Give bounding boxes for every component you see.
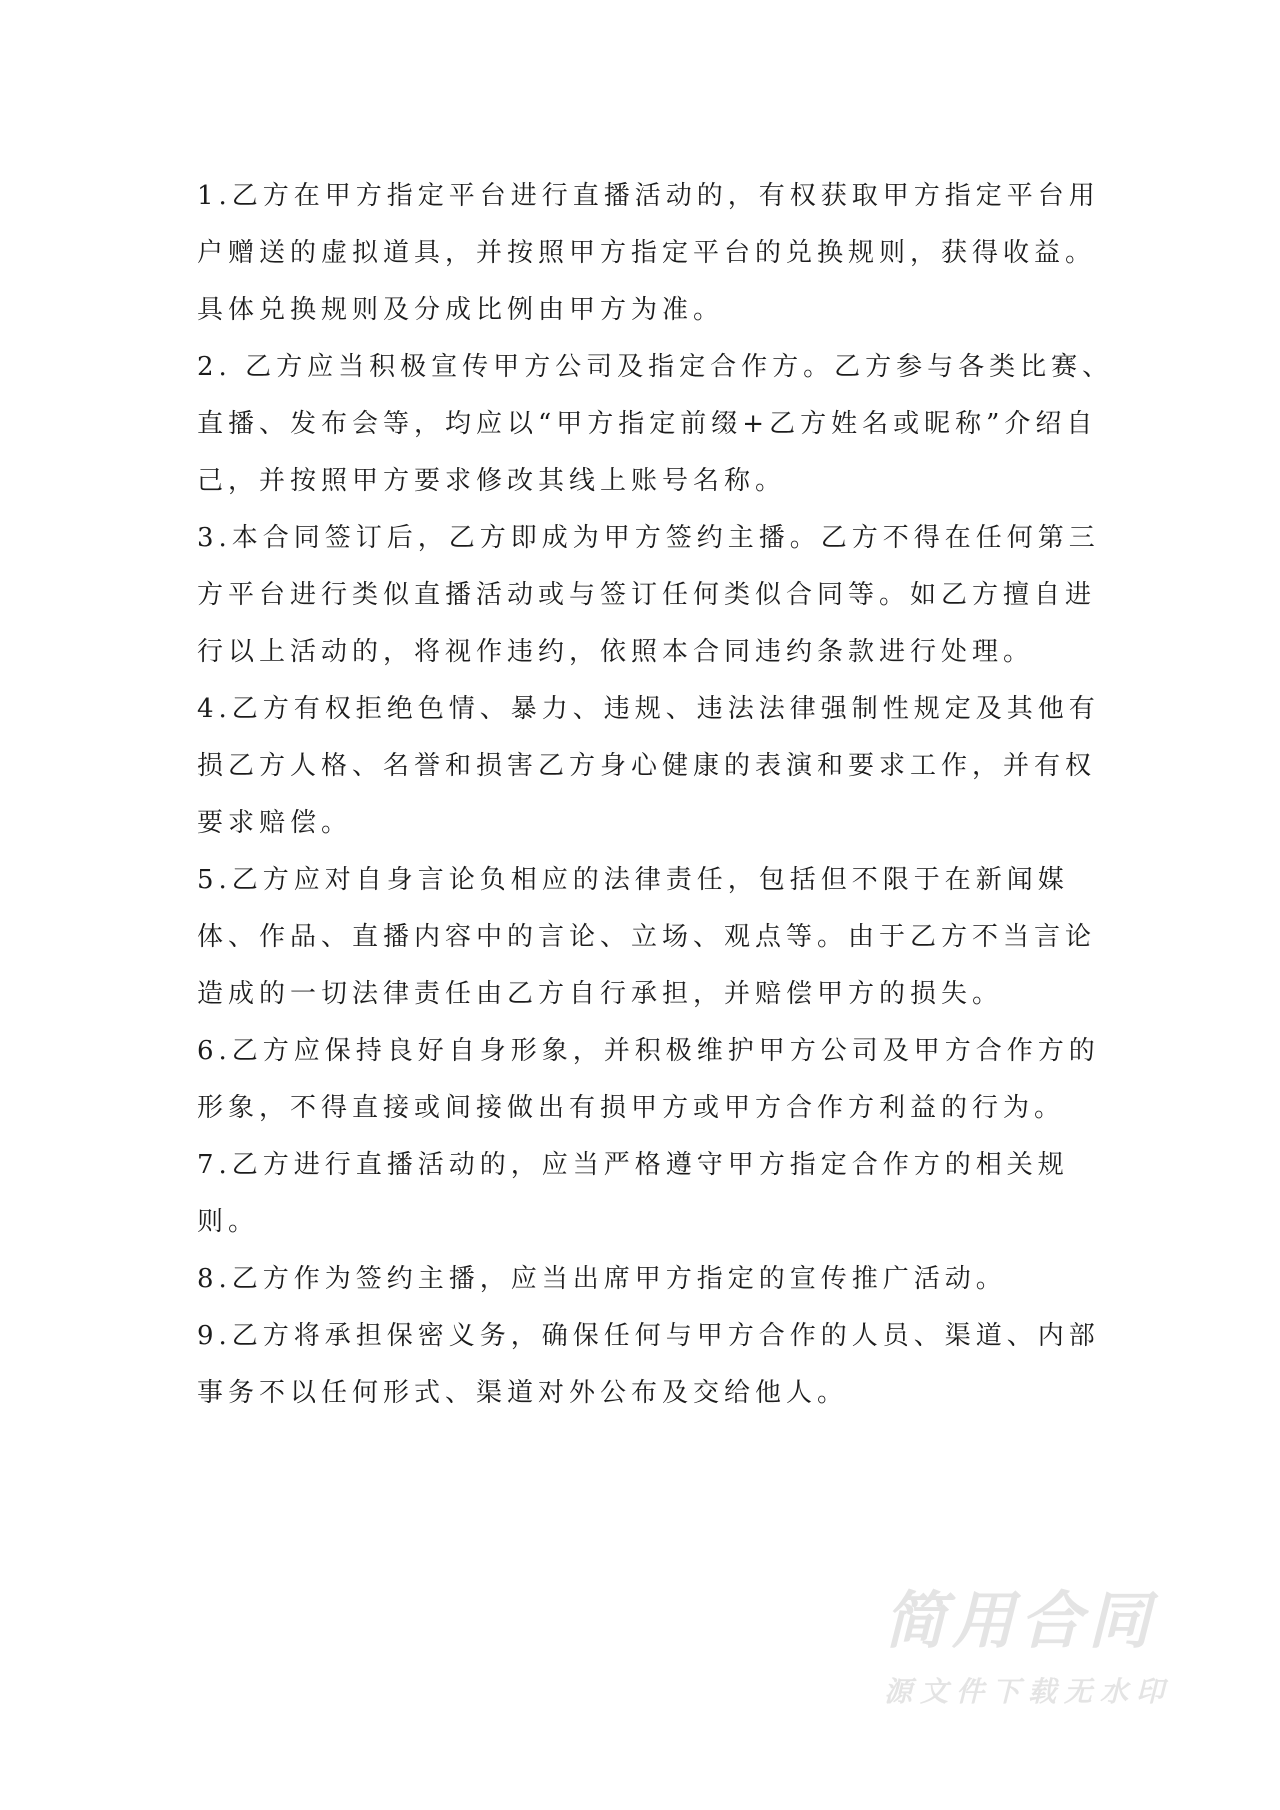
watermark bbox=[884, 1584, 1184, 1708]
contract-body bbox=[197, 168, 1114, 1422]
watermark-subtitle: 源文件下载无水印 bbox=[884, 1675, 1173, 1708]
clause-line: 具体兑换规则及分成比例由甲方为准。 bbox=[197, 295, 725, 325]
clause-line: 行以上活动的，将视作违约，依照本合同违约条款进行处理。 bbox=[197, 637, 1035, 667]
clause-line: 户赠送的虚拟道具，并按照甲方指定平台的兑换规则，获得收益。 bbox=[197, 238, 1097, 268]
clause-5 bbox=[197, 852, 1097, 1023]
watermark-title: 简用合同 bbox=[884, 1584, 1157, 1657]
clause-line: 体、作品、直播内容中的言论、立场、观点等。由于乙方不当言论 bbox=[197, 922, 1097, 952]
clause-line: 直播、发布会等，均应以“甲方指定前缀+乙方姓名或昵称”介绍自 bbox=[197, 409, 1098, 439]
clause-line: 损乙方人格、名誉和损害乙方身心健康的表演和要求工作，并有权 bbox=[197, 751, 1097, 781]
clause-line: 5.乙方应对自身言论负相应的法律责任，包括但不限于在新闻媒 bbox=[197, 865, 1069, 895]
clause-9 bbox=[197, 1308, 1100, 1422]
clause-line: 要求赔偿。 bbox=[197, 808, 353, 838]
clause-8 bbox=[197, 1251, 1097, 1308]
clause-line: 事务不以任何形式、渠道对外公布及交给他人。 bbox=[197, 1378, 849, 1408]
clause-3 bbox=[197, 510, 1100, 681]
clause-line: 8.乙方作为签约主播，应当出席甲方指定的宣传推广活动。 bbox=[197, 1264, 1007, 1294]
clause-line: 4.乙方有权拒绝色情、暴力、违规、违法法律强制性规定及其他有 bbox=[197, 694, 1100, 724]
clause-line: 9.乙方将承担保密义务，确保任何与甲方合作的人员、渠道、内部 bbox=[197, 1321, 1100, 1351]
clause-line: 7.乙方进行直播活动的，应当严格遵守甲方指定合作方的相关规 bbox=[197, 1150, 1069, 1180]
clause-4 bbox=[197, 681, 1100, 852]
clause-line: 方平台进行类似直播活动或与签订任何类似合同等。如乙方擅自进 bbox=[197, 580, 1097, 610]
clause-1 bbox=[197, 168, 1100, 339]
clause-6 bbox=[197, 1023, 1100, 1137]
clause-line: 己，并按照甲方要求修改其线上账号名称。 bbox=[197, 466, 787, 496]
clause-line: 3.本合同签订后，乙方即成为甲方签约主播。乙方不得在任何第三 bbox=[197, 523, 1100, 553]
clause-line: 则。 bbox=[197, 1207, 260, 1237]
clause-line: 造成的一切法律责任由乙方自行承担，并赔偿甲方的损失。 bbox=[197, 979, 1004, 1009]
clause-2 bbox=[197, 339, 1114, 510]
clause-line: 6.乙方应保持良好自身形象，并积极维护甲方公司及甲方合作方的 bbox=[197, 1036, 1100, 1066]
clause-line: 1.乙方在甲方指定平台进行直播活动的，有权获取甲方指定平台用 bbox=[197, 181, 1100, 211]
clause-7 bbox=[197, 1137, 1097, 1251]
clause-line: 形象，不得直接或间接做出有损甲方或甲方合作方利益的行为。 bbox=[197, 1093, 1066, 1123]
clause-line: 2. 乙方应当积极宣传甲方公司及指定合作方。乙方参与各类比赛、 bbox=[197, 352, 1114, 382]
